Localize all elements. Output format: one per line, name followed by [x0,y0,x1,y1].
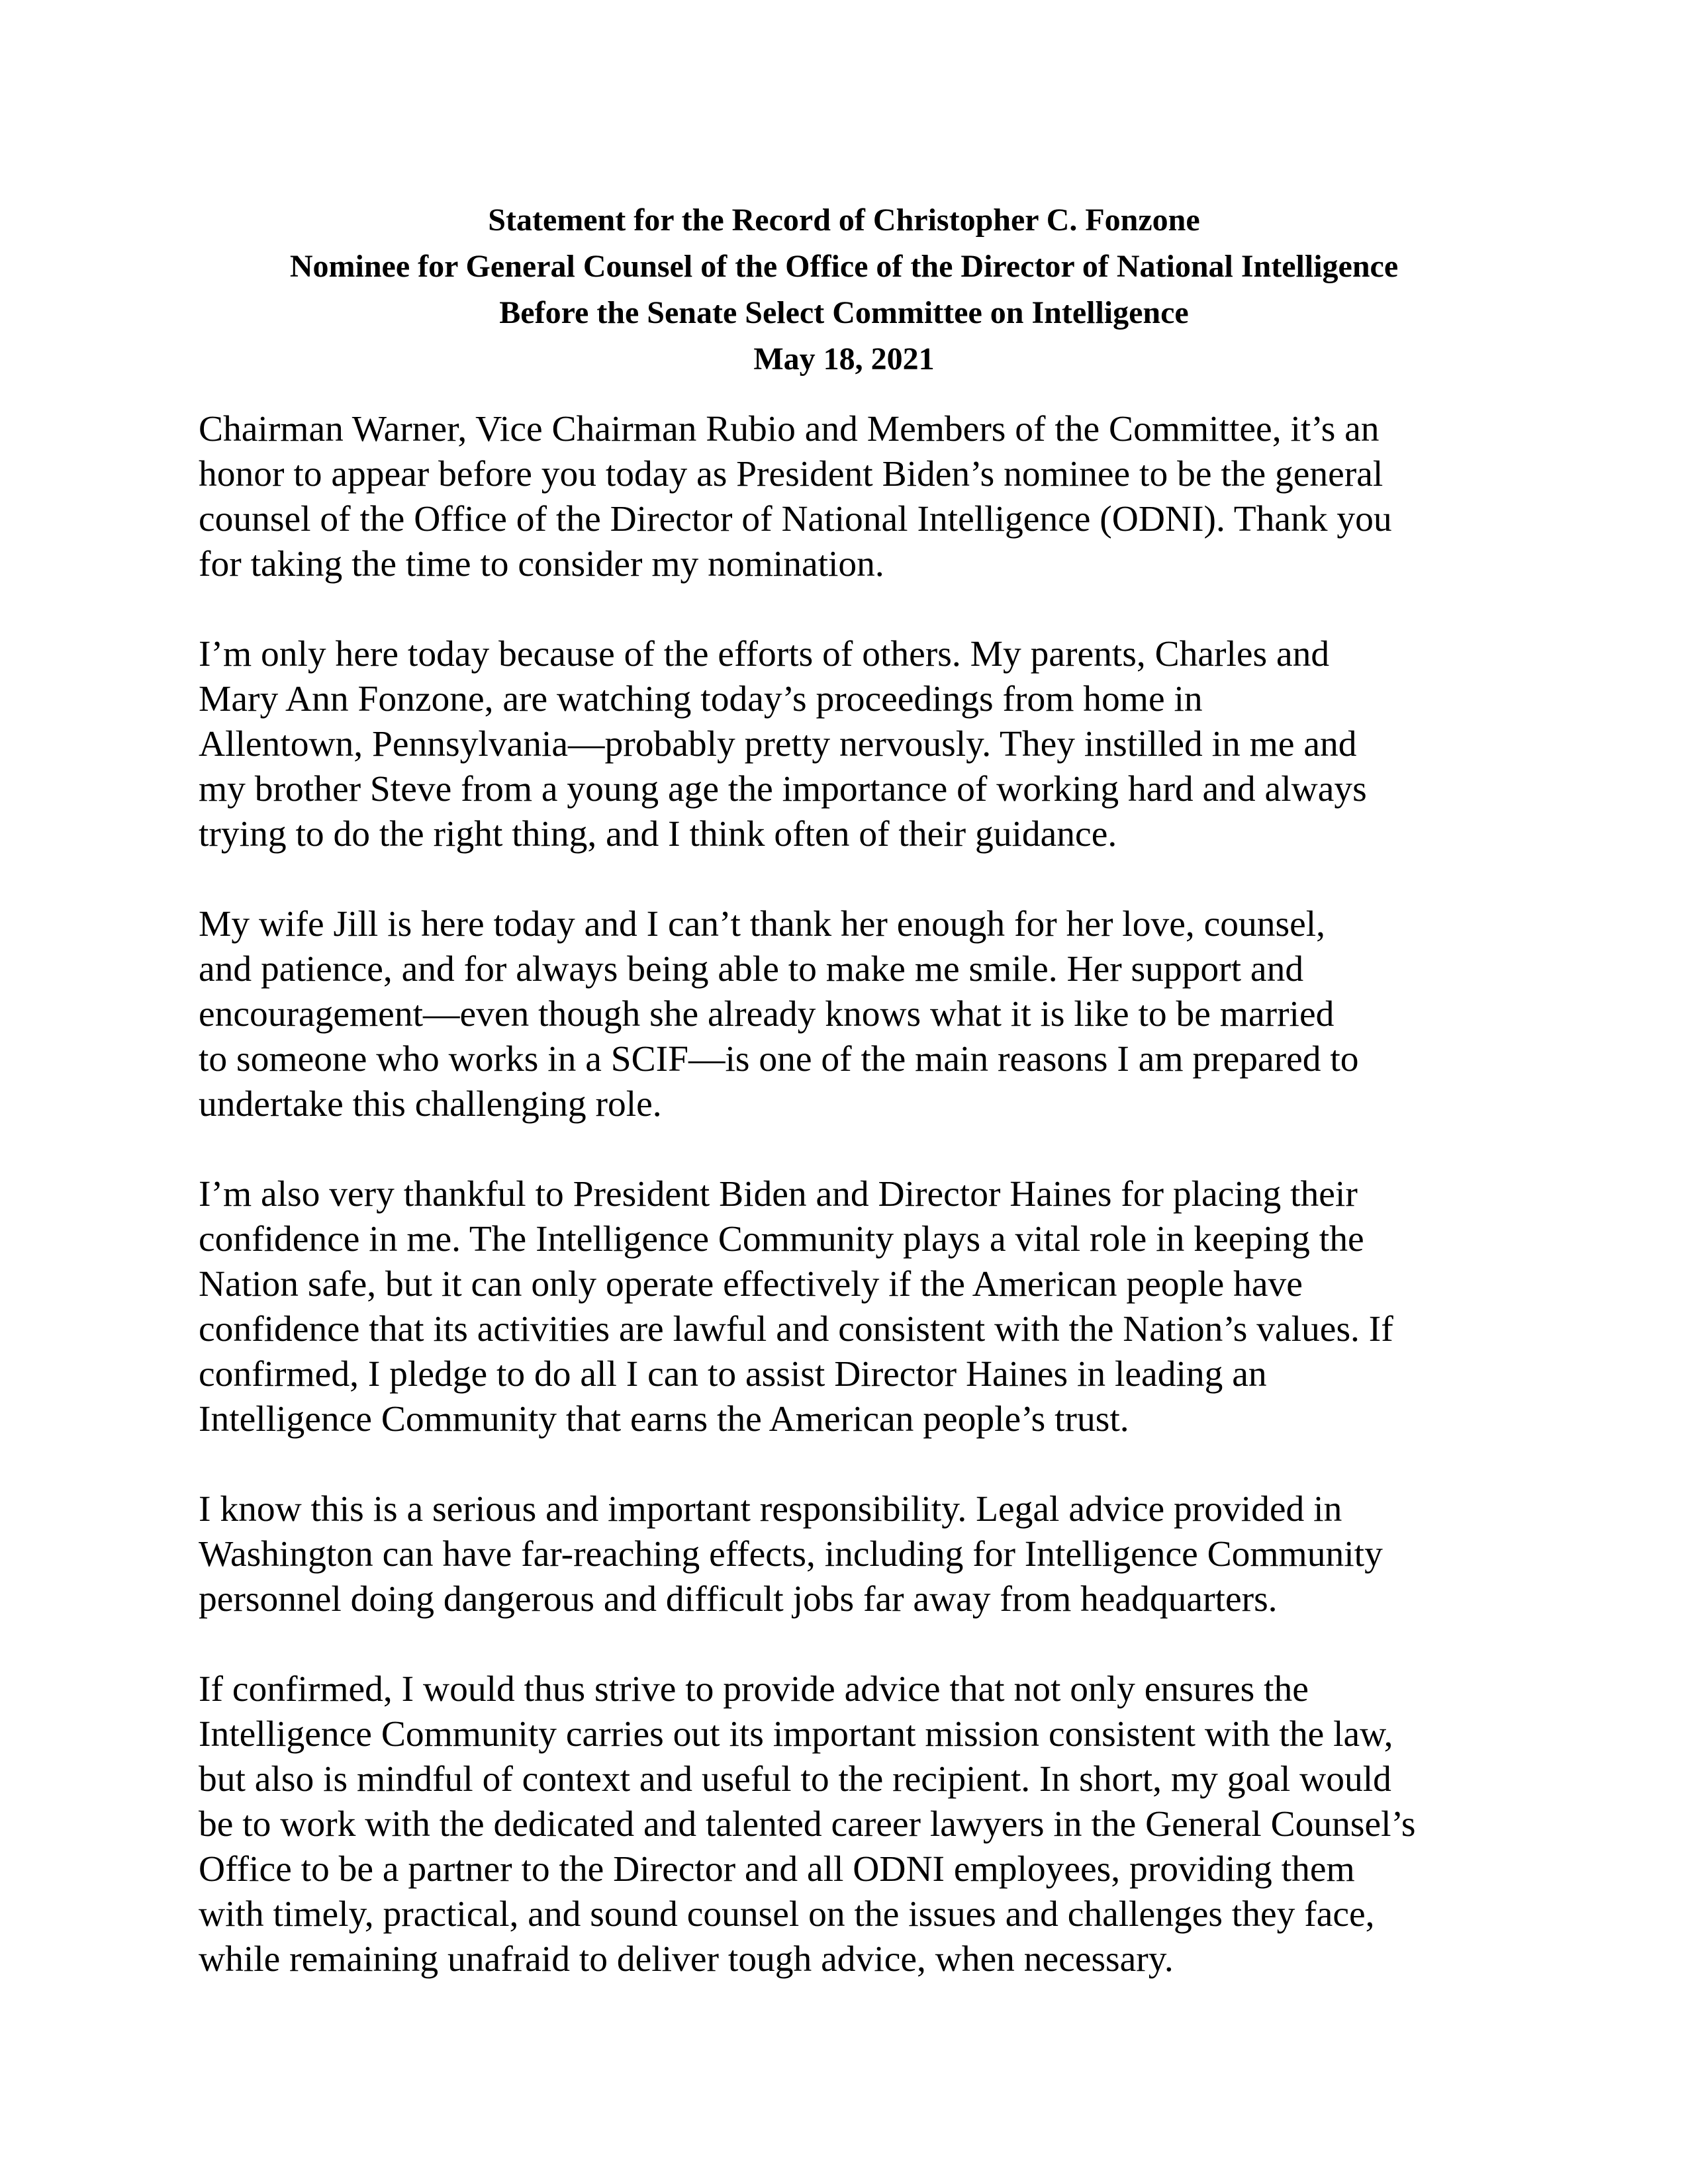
paragraph-opening [199,407,1516,587]
text-line: honor to appear before you today as President Biden’s nominee to be the general [199,454,1383,494]
text-line: confidence in me. The Intelligence Community plays a vital role in keeping the [199,1219,1364,1259]
text-line: If confirmed, I would thus strive to provide advice that not only ensures the [199,1669,1309,1709]
paragraph-responsibility [199,1487,1516,1622]
text-line: My wife Jill is here today and I can’t thank her enough for her love, counsel, [199,904,1326,944]
nominee-line: Nominee for General Counsel of the Office of the Director of National Intelligence [289,249,1399,284]
text-line: I’m also very thankful to President Biden and Director Haines for placing their [199,1174,1358,1214]
text-line: Mary Ann Fonzone, are watching today’s proceedings from home in [199,679,1203,719]
statement-date: May 18, 2021 [753,341,935,377]
paragraph-family [199,632,1516,857]
text-line: Washington can have far-reaching effects, including for Intelligence Community [199,1534,1383,1574]
statement-header [99,197,1589,383]
statement-body [199,407,1516,2027]
text-line: Office to be a partner to the Director and all ODNI employees, providing them [199,1849,1355,1889]
text-line: undertake this challenging role. [199,1084,662,1124]
text-line: Chairman Warner, Vice Chairman Rubio and Members of the Committee, it’s an [199,409,1380,449]
text-line: while remaining unafraid to deliver tough advice, when necessary. [199,1939,1174,1979]
paragraph-spouse [199,902,1516,1127]
text-line: to someone who works in a SCIF—is one of the main reasons I am prepared to [199,1039,1359,1079]
text-line: my brother Steve from a young age the importance of working hard and always [199,769,1367,809]
text-line: encouragement—even though she already knows what it is like to be married [199,994,1335,1034]
text-line: personnel doing dangerous and difficult jobs far away from headquarters. [199,1579,1278,1619]
text-line: Intelligence Community that earns the American people’s trust. [199,1399,1129,1439]
text-line: I’m only here today because of the efforts of others. My parents, Charles and [199,634,1330,674]
paragraph-goals [199,1667,1516,1982]
text-line: and patience, and for always being able to make me smile. Her support and [199,949,1304,989]
text-line: counsel of the Office of the Director of National Intelligence (ODNI). Thank you [199,499,1392,539]
text-line: confidence that its activities are lawful and consistent with the Nation’s values. If [199,1309,1393,1349]
text-line: with timely, practical, and sound counsel on the issues and challenges they face, [199,1894,1375,1934]
paragraph-thanks [199,1172,1516,1442]
text-line: Nation safe, but it can only operate effectively if the American people have [199,1264,1303,1304]
text-line: trying to do the right thing, and I think often of their guidance. [199,814,1117,854]
text-line: Intelligence Community carries out its important mission consistent with the law, [199,1714,1393,1754]
text-line: I know this is a serious and important responsibility. Legal advice provided in [199,1489,1342,1529]
statement-title: Statement for the Record of Christopher C. Fonzone [488,203,1200,238]
text-line: but also is mindful of context and useful to the recipient. In short, my goal would [199,1759,1391,1799]
committee-line: Before the Senate Select Committee on Intelligence [499,295,1189,330]
text-line: be to work with the dedicated and talented career lawyers in the General Counsel’s [199,1804,1416,1844]
text-line: Allentown, Pennsylvania—probably pretty nervously. They instilled in me and [199,724,1357,764]
text-line: confirmed, I pledge to do all I can to assist Director Haines in leading an [199,1354,1267,1394]
text-line: for taking the time to consider my nomination. [199,544,884,584]
